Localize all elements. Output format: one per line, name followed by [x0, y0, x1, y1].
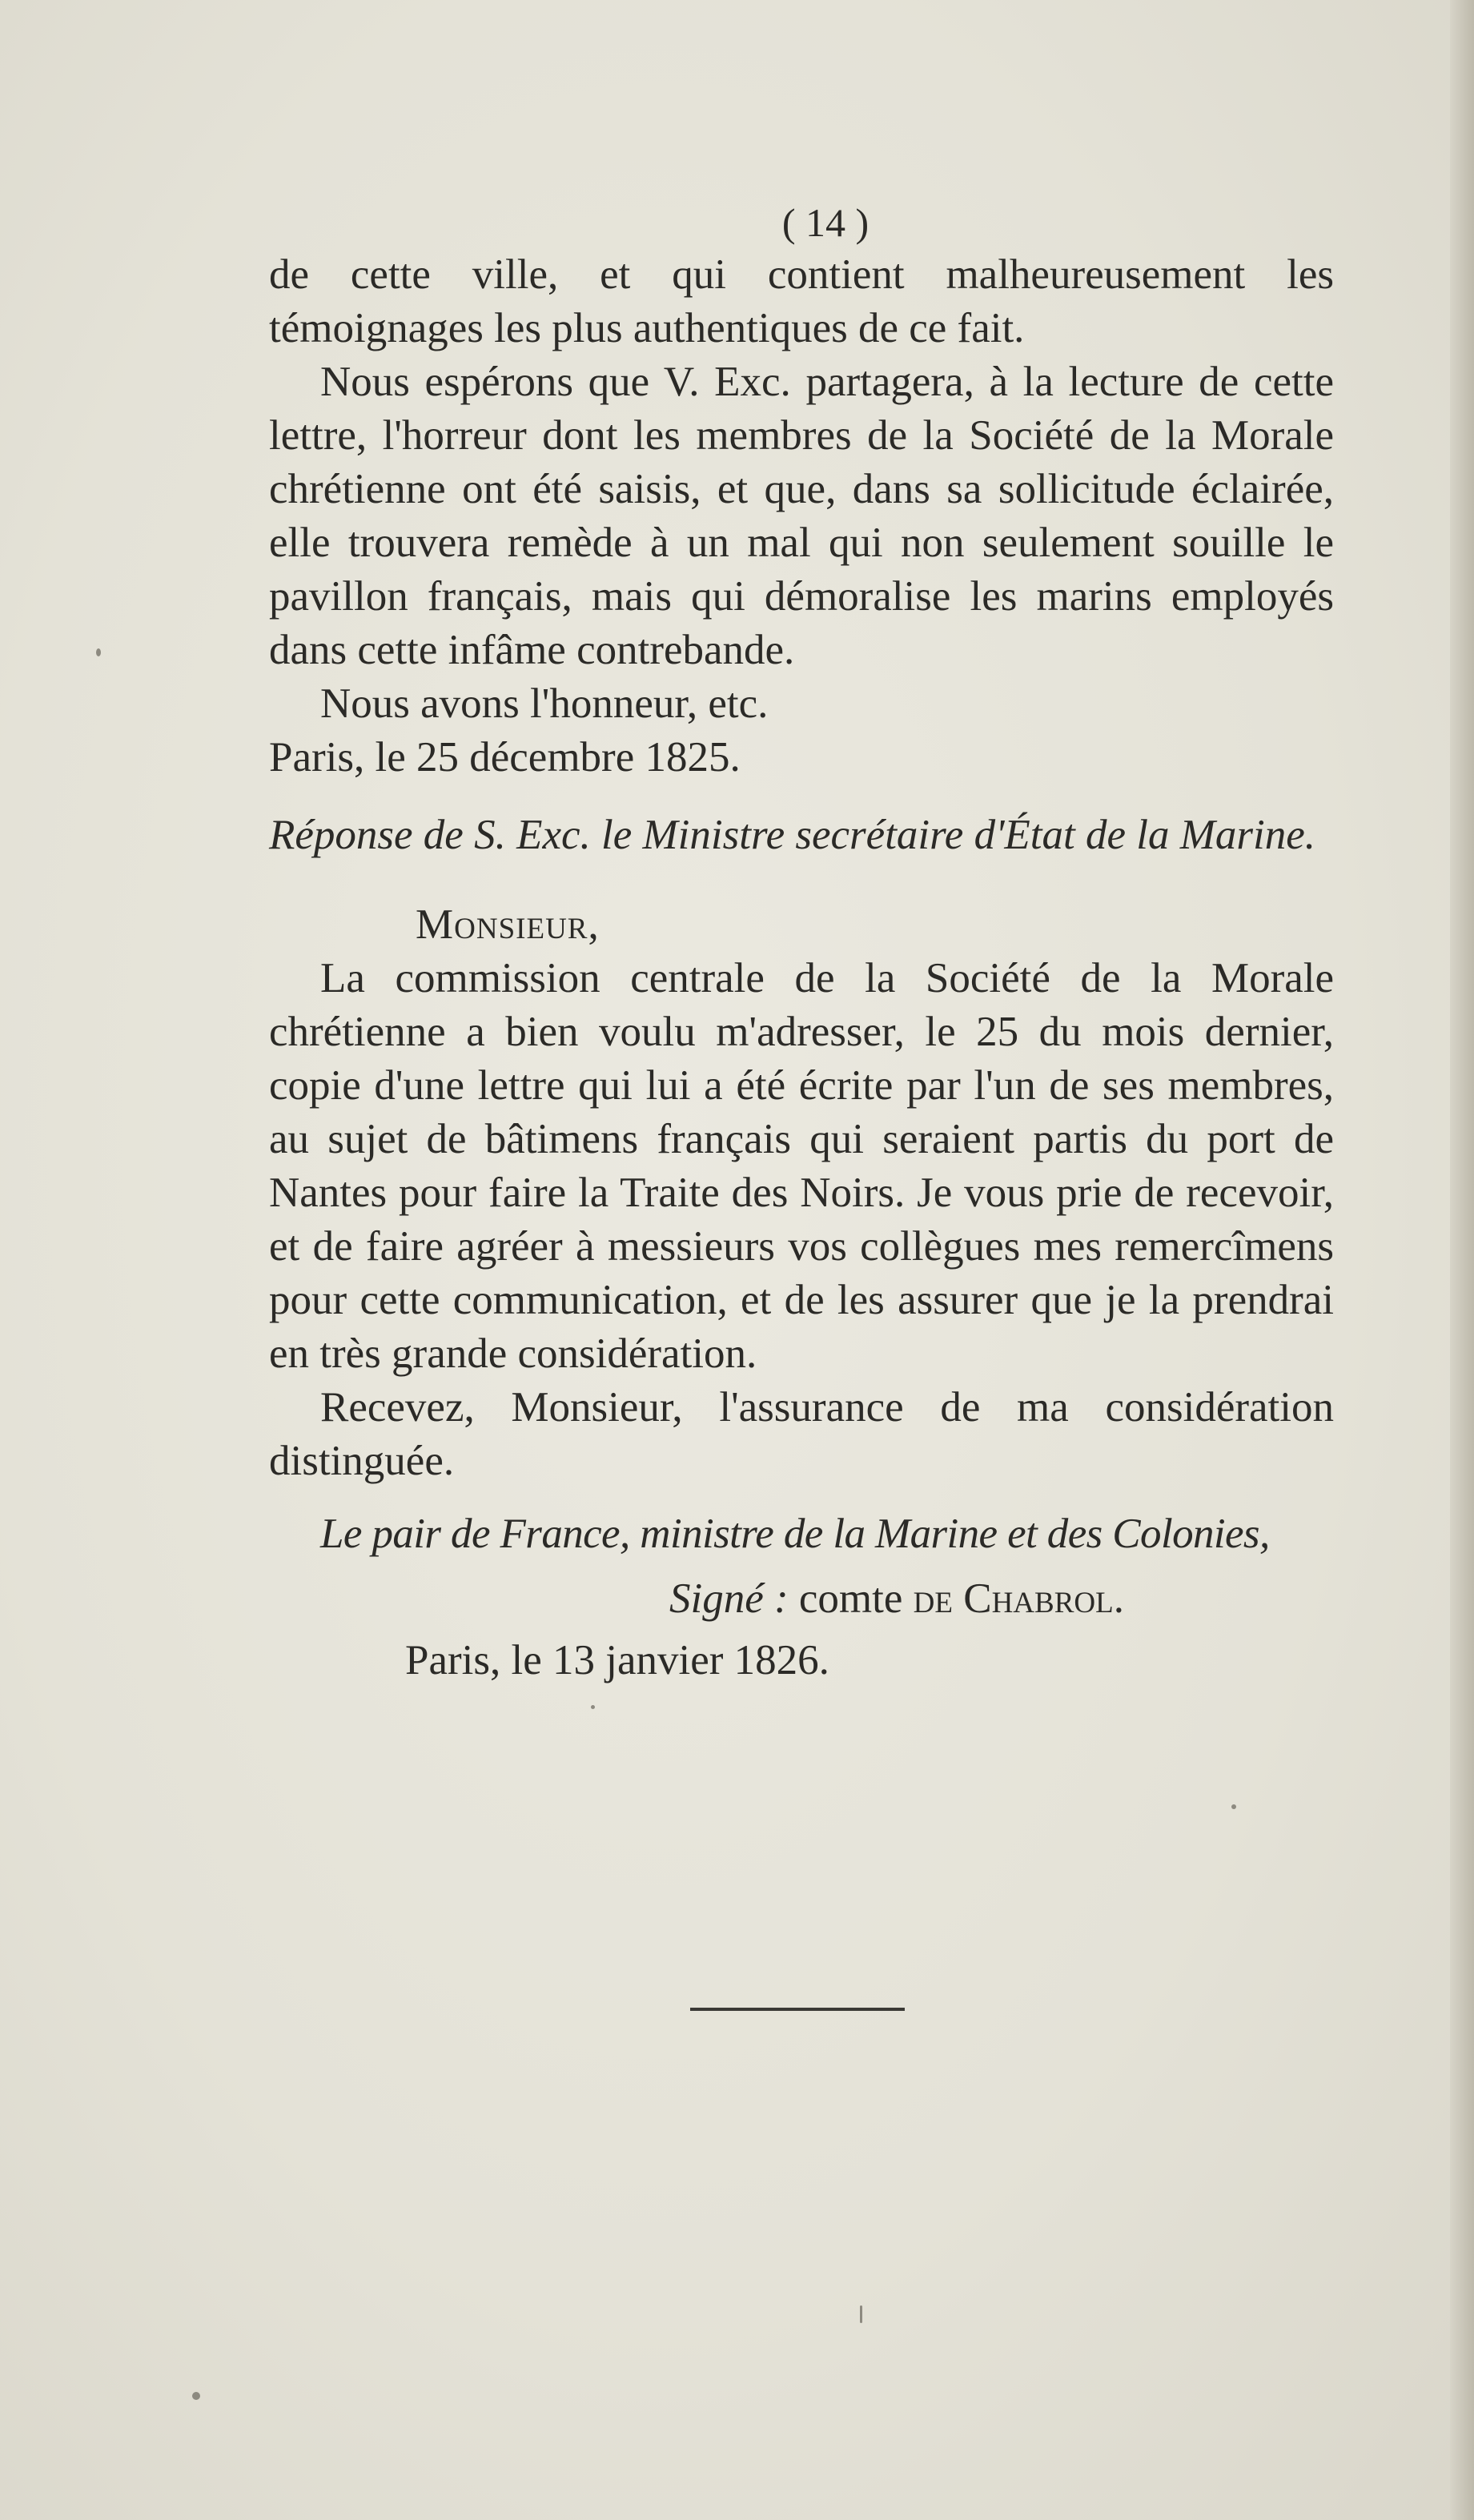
paper-speck [591, 1705, 595, 1709]
paper-speck [860, 2305, 862, 2323]
paper-speck [192, 2392, 200, 2400]
signature-line [669, 1572, 1334, 1626]
closing-rule [690, 2008, 905, 2011]
response-title: Réponse de S. Exc. le Ministre secrétaire d'État de la Marine. [269, 812, 1316, 858]
date-first: Paris, le 25 décembre 1825. [269, 734, 741, 780]
paper-speck [96, 648, 101, 656]
signature-title: Le pair de France, ministre de la Marine et des Colonies, [320, 1511, 1270, 1557]
salutation: Monsieur, [416, 901, 600, 948]
page-edge [1450, 0, 1474, 2520]
paragraph-continued: de cette ville, et qui contient malheureusement les témoignages les plus authentiques de ce fait. [269, 251, 1334, 351]
signed-name: de Chabrol. [913, 1575, 1124, 1622]
paragraph-closing: Nous avons l'honneur, etc. [320, 680, 769, 727]
page-text [269, 200, 1334, 1687]
letter-paragraph-body: La commission centrale de la Société de la Morale chrétienne a bien voulu m'adresser, le 25 du mois dernier, copie d'une lettre qui lui a été écrite par l'un de ses membres, au sujet de bâtimens français qui seraient partis du port de Nantes pour faire la Traite des Noirs. Je vous prie de recevoir, et de faire agréer à messieurs vos collègues mes remercîmens pour cette communication, et de les assurer que je la prendrai en très grande considération. [269, 955, 1334, 1377]
date-final: Paris, le 13 janvier 1826. [405, 1637, 829, 1683]
signed-label: Signé : [669, 1575, 789, 1622]
page-number: ( 14 ) [781, 200, 870, 245]
letter-paragraph-regards: Recevez, Monsieur, l'assurance de ma considération distinguée. [269, 1384, 1334, 1484]
paragraph-hope: Nous espérons que V. Exc. partagera, à la lecture de cette lettre, l'horreur dont les membres de la Société de la Morale chrétienne ont été saisis, et que, dans sa sollicitude éclairée, elle trouvera remède à un mal qui non seulement souille le pavillon français, mais qui démoralise les marins employés dans cette infâme contrebande. [269, 359, 1334, 673]
signed-name-prefix: comte [798, 1575, 903, 1622]
paper-speck [1231, 1804, 1236, 1809]
